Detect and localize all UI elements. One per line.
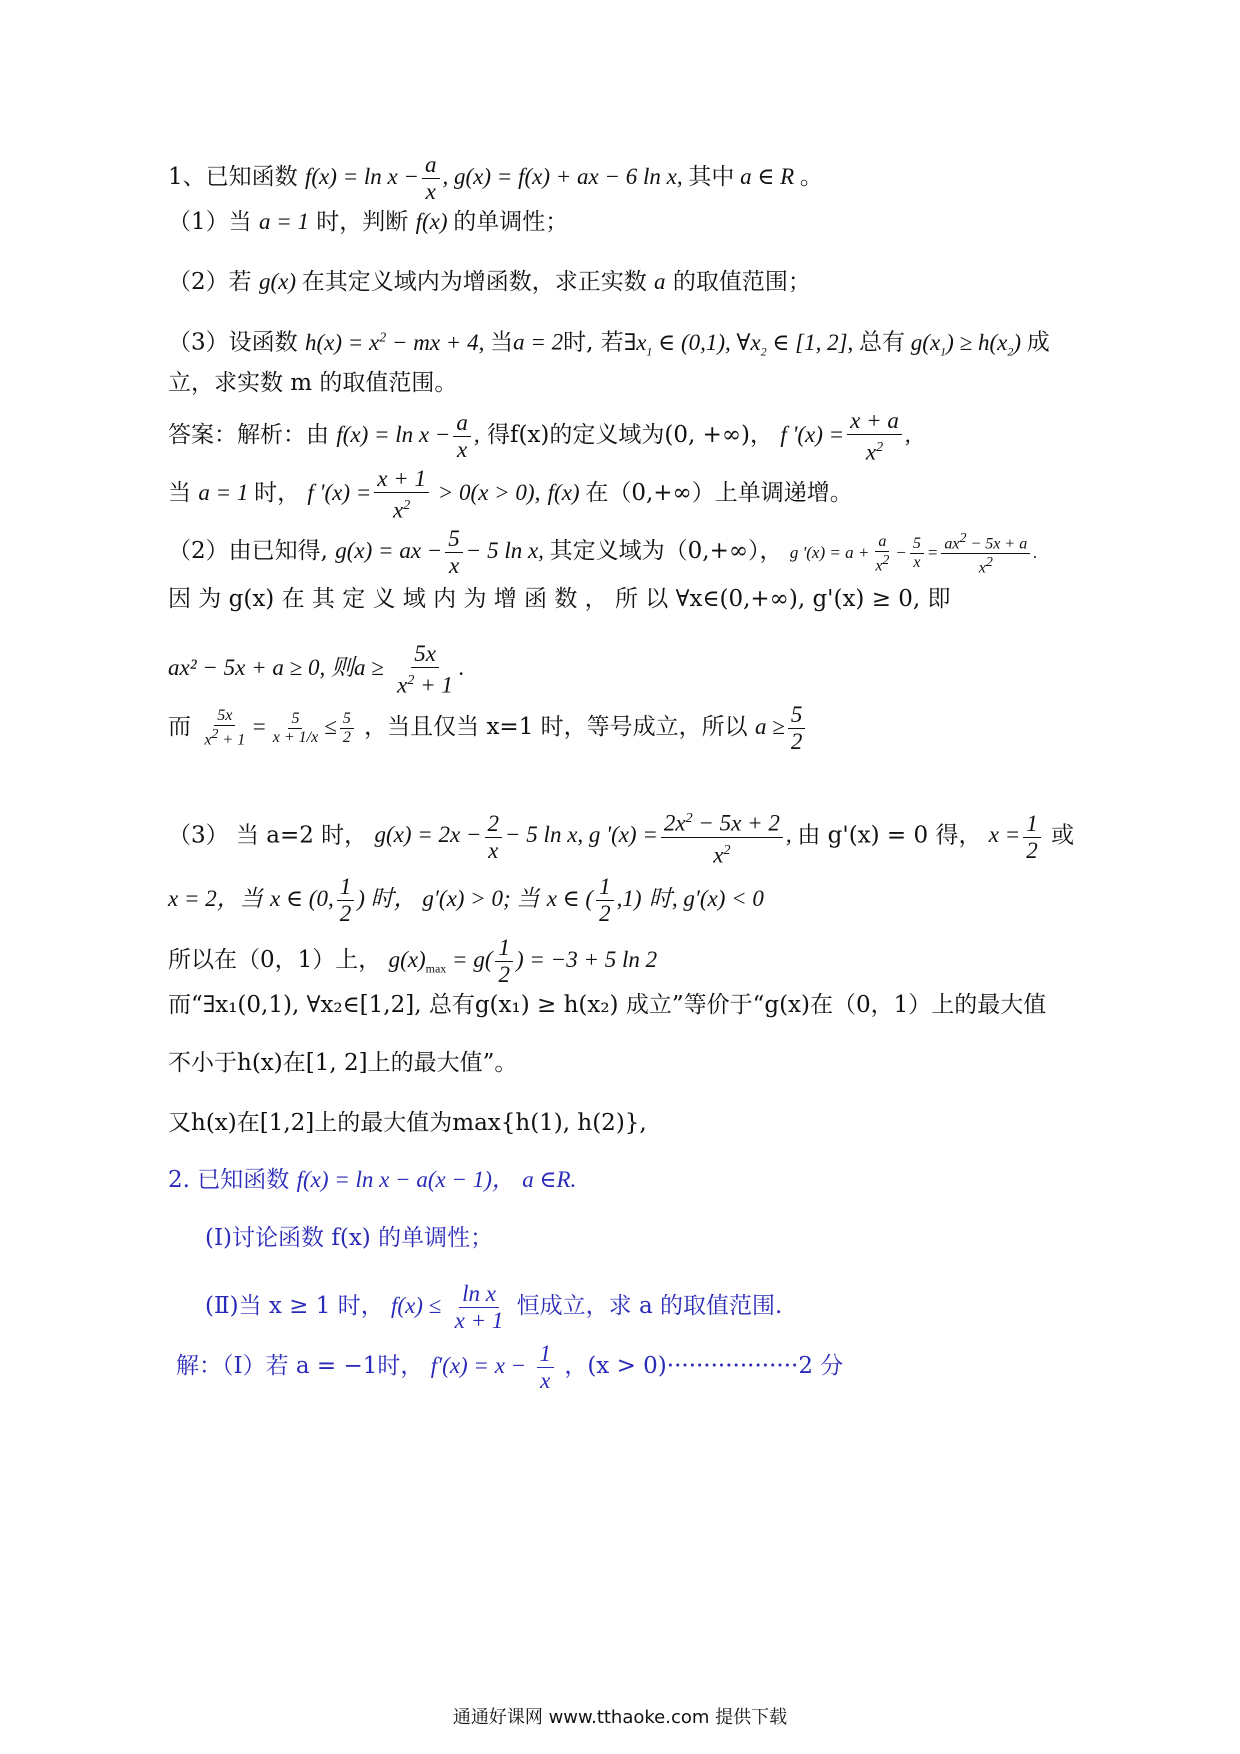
q1-part2: （2）若 g(x) 在其定义域内为增函数，求正实数 a 的取值范围； <box>168 269 811 295</box>
q1-statement: 1、已知函数 f(x) = ln x − $\frac{a}{x}$ , g(x) = f(x) + ax − 6 ln x, 其中 a ∈ R 。 <box>168 152 823 204</box>
q2-statement: 2. 已知函数 f(x) = ln x − a(x − 1)， a ∈R. <box>168 1167 577 1193</box>
q2-part1: (Ⅰ)讨论函数 f(x) 的单调性； <box>205 1225 494 1251</box>
answer-line7: （3） 当 a=2 时， g(x) = 2x − $\frac{2}{x}$ − 5 ln x, g '(x) = $\frac{2x^2 - 5x + 2}{x^2}$ , 由 g'(x) = 0 得， x = $\frac{1}{2}$ 或 <box>168 806 1074 868</box>
answer-line6: 而 $\frac{5x}{x^2 + 1}$ = $\frac{5}{x + 1/x}$ ≤ $\frac{5}{2}$ ，当且仅当 x=1 时，等号成立，所以 a ≥ $\frac{5}{2}$ <box>168 702 808 755</box>
answer-line1: 答案：解析：由 f(x) = ln x − $\frac{a}{x}$ , 得f(x)的定义域为(0, +∞)， f '(x) = $\frac{x + a}{x^2}$ , <box>168 408 911 465</box>
q1-intro: 1、已知函数 <box>168 163 298 190</box>
answer-line4: 因 为 g(x) 在 其 定 义 域 内 为 增 函 数 ， 所 以 ∀x∈(0,+∞), g'(x) ≥ 0, 即 <box>168 586 951 612</box>
q1-part1: （1）当 a = 1 时，判断 f(x) 的单调性； <box>168 209 569 235</box>
answer-line5: ax² − 5x + a ≥ 0, 则a ≥ $\frac{5x}{x^2 + 1}$ . <box>168 641 465 698</box>
q2-part2: (Ⅱ)当 x ≥ 1 时， f(x) ≤ $\frac{\text{ln x}}{x + 1}$ 恒成立，求 a 的取值范围. <box>205 1281 783 1333</box>
q1-part3: （3）设函数 $h(x) = x^2$ − mx + 4, 当a = 2时, 若$\exists x_1$ ∈ (0,1), $\forall x_2$ ∈ [1, 2], 总有 $g(x_1) \ge h(x_2)$ 成 <box>168 329 1050 359</box>
footer-credit: 通通好课网 www.tthaoke.com 提供下载 <box>452 1707 788 1728</box>
answer-line9: 所以在（0，1）上， $g(x)_{max} = g$( $\frac{1}{2}$ ) = −3 + 5 ln 2 <box>168 935 658 987</box>
answer-line11: 不小于h(x)在[1, 2]上的最大值”。 <box>168 1050 518 1076</box>
answer-line12: 又h(x)在[1,2]上的最大值为max{h(1), h(2)}, <box>168 1110 647 1136</box>
answer-line10: 而“∃x₁(0,1), ∀x₂∈[1,2], 总有g(x₁) ≥ h(x₂) 成立”等价于“g(x)在（0，1）上的最大值 <box>168 992 1047 1018</box>
q2-solution: 解：（Ⅰ）若 a = −1时， f′(x) = x − $\frac{1}{x}$ ，(x > 0)··················2 分 <box>176 1341 844 1393</box>
answer-line2: 当 a = 1 时， f '(x) = $\frac{x + 1}{x^2}$ > 0(x > 0), f(x) 在（0,+∞）上单调递增。 <box>168 466 853 523</box>
answer-line3: （2）由已知得, g(x) = ax − $\frac{5}{x}$ − 5 ln x, 其定义域为（0,+∞）， g '(x) = a + $\frac{a}{x^2}$ − $\frac{5}{x}$ = $\frac{ax^2 - 5x + a}{x^2}$ . <box>168 526 1038 578</box>
q1-part3-cont: 立，求实数 m 的取值范围。 <box>168 370 458 396</box>
q1-formula: f(x) = ln x − $\frac{a}{x}$ , g(x) = f(x) + ax − 6 ln x, <box>304 152 689 204</box>
answer-line8: x = 2，当 x ∈ (0, $\frac{1}{2}$ ) 时， g′(x) > 0; 当 x ∈ ( $\frac{1}{2}$ ,1) 时, g′(x) < 0 <box>168 874 764 926</box>
